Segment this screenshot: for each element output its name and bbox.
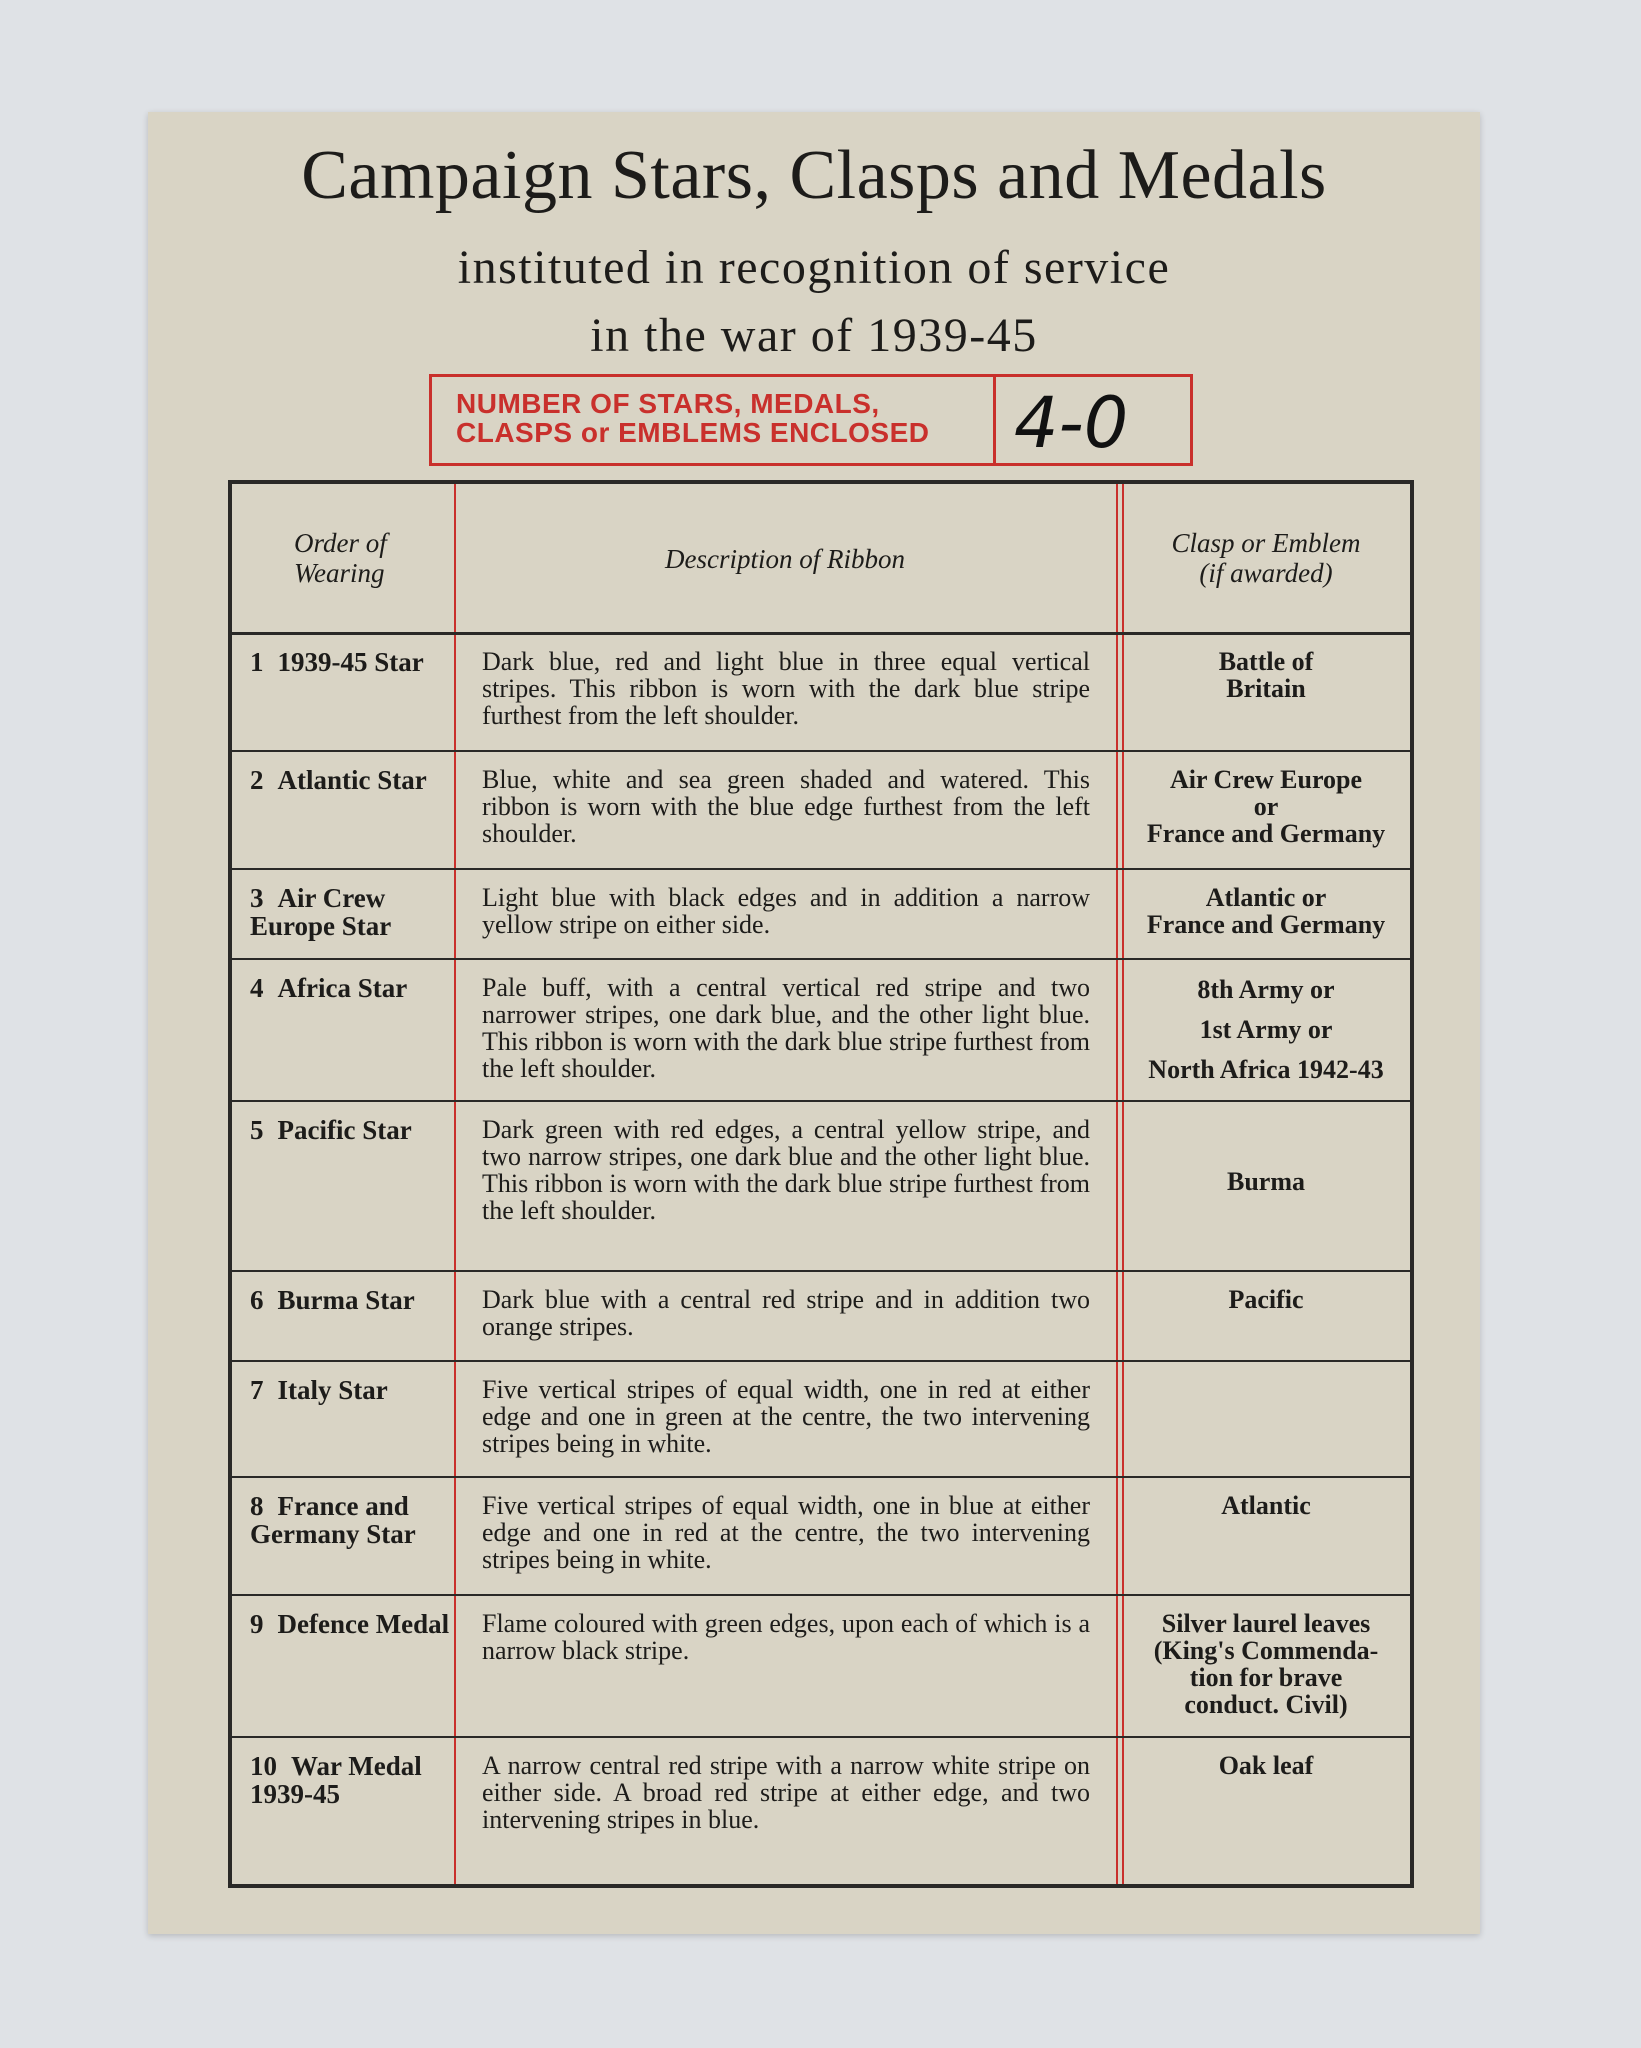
order-number: 1 bbox=[250, 647, 264, 677]
table-row bbox=[232, 868, 1410, 960]
enclosed-count-label-line-1: NUMBER OF STARS, MEDALS, bbox=[456, 388, 880, 419]
order-of-wearing-cell bbox=[250, 1286, 450, 1314]
header-description: Description of Ribbon bbox=[665, 544, 905, 574]
page-title: Campaign Stars, Clasps and Medals bbox=[301, 137, 1327, 214]
header-order-of-wearing bbox=[294, 528, 387, 588]
medal-name: Atlantic Star bbox=[277, 765, 427, 795]
order-of-wearing-cell bbox=[250, 1752, 450, 1808]
order-number: 5 bbox=[250, 1115, 264, 1145]
order-number: 3 bbox=[250, 883, 264, 913]
clasp-or-emblem-cell: Silver laurel leaves (King's Commenda- tion for brave conduct. Civil) bbox=[1153, 1609, 1379, 1719]
clasp-or-emblem-cell: Air Crew Europe or France and Germany bbox=[1146, 765, 1386, 848]
order-of-wearing-cell bbox=[250, 1492, 450, 1548]
table-row bbox=[232, 1594, 1410, 1738]
order-number: 2 bbox=[250, 765, 264, 795]
order-number: 10 bbox=[250, 1751, 277, 1781]
enclosed-count-label bbox=[432, 377, 996, 463]
table-row bbox=[232, 750, 1410, 870]
table-row bbox=[232, 1736, 1410, 1884]
header-clasp-line-2: (if awarded) bbox=[1199, 558, 1333, 588]
order-of-wearing-cell bbox=[250, 1610, 450, 1638]
table-header bbox=[232, 484, 1410, 635]
order-number: 4 bbox=[250, 973, 264, 1003]
ribbon-description-cell: Pale buff, with a central vertical red stripe and two narrower stripes, one dark blue, and the other light blue. This ribbon is worn with the dark blue stripe furthest from the left shoulder. bbox=[482, 973, 1090, 1083]
table-row bbox=[232, 1360, 1410, 1478]
order-number: 8 bbox=[250, 1491, 264, 1521]
ribbon-description-cell: Dark blue with a central red stripe and in addition two orange stripes. bbox=[482, 1285, 1090, 1341]
ribbon-description-cell: A narrow central red stripe with a narrow white stripe on either side. A broad red stripe at either edge, and two intervening stripes in blue. bbox=[482, 1751, 1090, 1834]
header-order-line-1: Order of bbox=[294, 528, 387, 558]
medal-name: France and Germany Star bbox=[250, 1491, 416, 1549]
clasp-or-emblem-cell: Battle of Britain bbox=[1218, 647, 1314, 703]
ribbon-description-cell: Dark green with red edges, a central yellow stripe, and two narrow stripes, one dark blue and the other light blue. This ribbon is worn with the dark blue stripe furthest from the left shoulder. bbox=[482, 1115, 1090, 1225]
medal-name: Africa Star bbox=[277, 973, 408, 1003]
ribbon-description-cell: Five vertical stripes of equal width, one in blue at either edge and one in red at the centre, the two intervening stripes being in white. bbox=[482, 1491, 1090, 1574]
clasp-or-emblem-cell: 8th Army or 1st Army or North Africa 1942-43 bbox=[1148, 975, 1384, 1084]
clasp-or-emblem-cell: Pacific bbox=[1228, 1285, 1304, 1314]
clasp-or-emblem-cell: Oak leaf bbox=[1218, 1751, 1314, 1780]
order-number: 6 bbox=[250, 1285, 264, 1315]
clasp-or-emblem-cell: Atlantic or France and Germany bbox=[1146, 883, 1386, 939]
table-row bbox=[232, 958, 1410, 1102]
order-of-wearing-cell bbox=[250, 1376, 450, 1404]
medals-table bbox=[228, 480, 1414, 1888]
order-number: 7 bbox=[250, 1375, 264, 1405]
medal-name: 1939-45 Star bbox=[277, 647, 424, 677]
ribbon-description-cell: Flame coloured with green edges, upon each of which is a narrow black stripe. bbox=[482, 1609, 1090, 1665]
clasp-or-emblem-cell: Burma bbox=[1227, 1167, 1305, 1196]
order-of-wearing-cell bbox=[250, 1116, 450, 1144]
header-clasp-line-1: Clasp or Emblem bbox=[1171, 528, 1361, 558]
order-of-wearing-cell bbox=[250, 648, 450, 676]
table-row bbox=[232, 632, 1410, 752]
table-row bbox=[232, 1476, 1410, 1596]
campaign-medals-card bbox=[148, 112, 1480, 1934]
medal-name: Defence Medal bbox=[277, 1609, 450, 1639]
table-row bbox=[232, 1100, 1410, 1272]
enclosed-count-box bbox=[429, 374, 1193, 466]
medal-name: Pacific Star bbox=[277, 1115, 412, 1145]
subtitle-line-2: in the war of 1939-45 bbox=[590, 309, 1038, 362]
medal-name: Italy Star bbox=[277, 1375, 388, 1405]
order-number: 9 bbox=[250, 1609, 264, 1639]
medal-name: War Medal 1939-45 bbox=[250, 1751, 422, 1809]
clasp-or-emblem-cell: Atlantic bbox=[1221, 1491, 1311, 1520]
header-order-line-2: Wearing bbox=[294, 558, 385, 588]
medal-name: Air Crew Europe Star bbox=[250, 883, 392, 941]
ribbon-description-cell: Light blue with black edges and in addition a narrow yellow stripe on either side. bbox=[482, 883, 1090, 939]
enclosed-count-label-line-2: CLASPS or EMBLEMS ENCLOSED bbox=[456, 417, 930, 448]
ribbon-description-cell: Five vertical stripes of equal width, one in red at either edge and one in green at the centre, the two intervening stripes being in white. bbox=[482, 1375, 1090, 1458]
order-of-wearing-cell bbox=[250, 766, 450, 794]
order-of-wearing-cell bbox=[250, 884, 450, 940]
ribbon-description-cell: Dark blue, red and light blue in three equal vertical stripes. This ribbon is worn with the dark blue stripe furthest from the left shoulder. bbox=[482, 647, 1090, 730]
ribbon-description-cell: Blue, white and sea green shaded and watered. This ribbon is worn with the blue edge furthest from the left shoulder. bbox=[482, 765, 1090, 848]
header-clasp-or-emblem bbox=[1122, 528, 1410, 588]
table-row bbox=[232, 1270, 1410, 1362]
subtitle-line-1: instituted in recognition of service bbox=[457, 241, 1171, 294]
order-of-wearing-cell bbox=[250, 974, 450, 1002]
enclosed-count-handwritten-value: 4-0 bbox=[1014, 382, 1129, 464]
medal-name: Burma Star bbox=[277, 1285, 415, 1315]
